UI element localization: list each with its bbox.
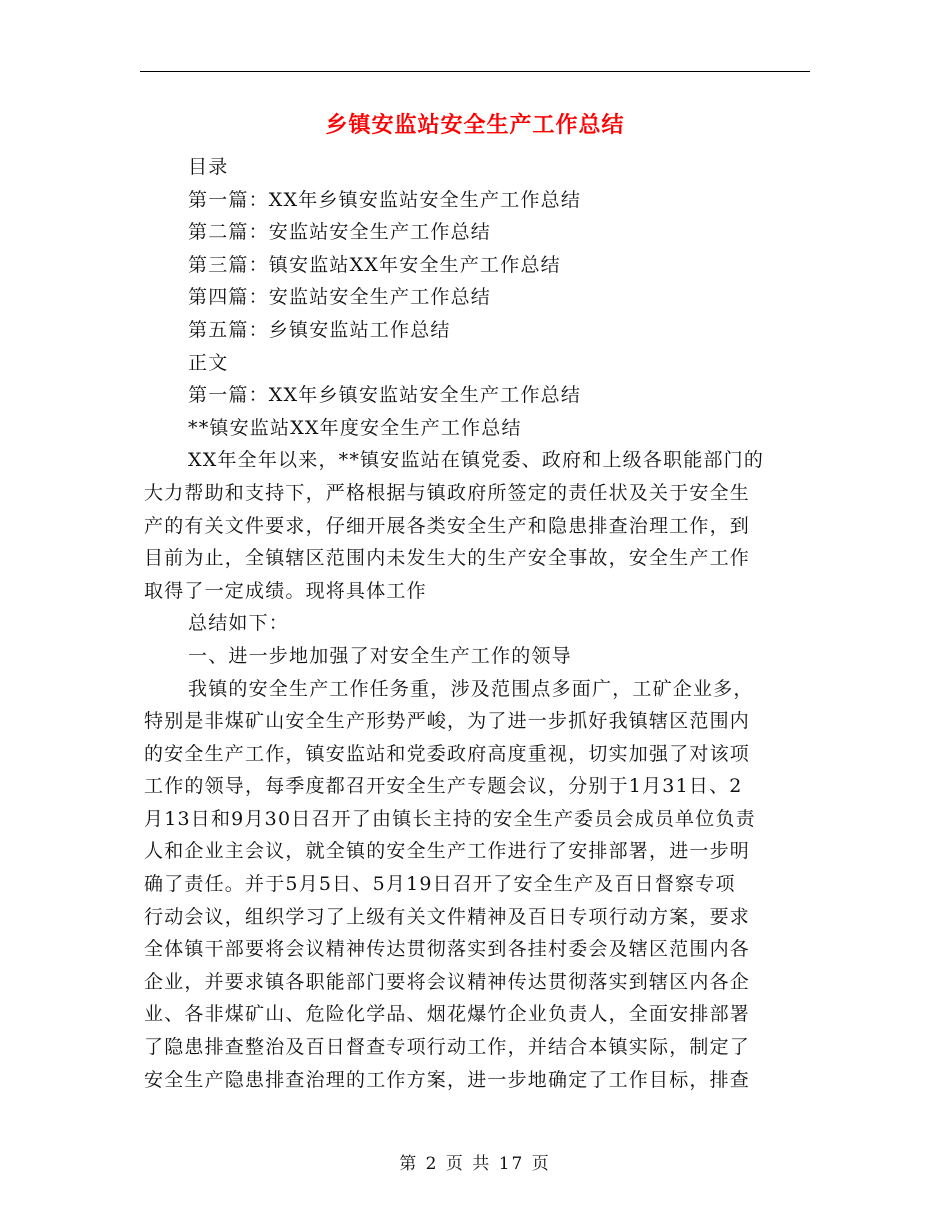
document-body xyxy=(144,151,809,1096)
toc-heading: 目录 xyxy=(188,156,229,178)
paragraph-line: 取得了一定成绩。现将具体工作 xyxy=(144,579,427,602)
footer-middle: 页 共 xyxy=(445,1154,492,1174)
chapter-title: 第一篇：XX年乡镇安监站安全生产工作总结 xyxy=(188,384,582,407)
paragraph-line: 了隐患排查整治及百日督查专项行动工作，并结合本镇实际，制定了 xyxy=(144,1036,751,1059)
footer-current-page: 2 xyxy=(425,1154,439,1174)
paragraph-line: 行动会议，组织学习了上级有关文件精神及百日专项行动方案，要求 xyxy=(144,905,751,928)
toc-item: 第三篇：镇安监站XX年安全生产工作总结 xyxy=(188,253,561,276)
toc-item: 第二篇：安监站安全生产工作总结 xyxy=(188,221,492,244)
paragraph-line: 的安全生产工作，镇安监站和党委政府高度重视，切实加强了对该项 xyxy=(144,742,751,765)
paragraph-line: 安全生产隐患排查治理的工作方案，进一步地确定了工作目标，排查 xyxy=(144,1068,751,1091)
paragraph-line: 月13日和9月30日召开了由镇长主持的安全生产委员会成员单位负责 xyxy=(144,807,756,830)
paragraph-line: 总结如下： xyxy=(188,612,290,635)
paragraph-line: 确了责任。并于5月5日、5月19日召开了安全生产及百日督察专项 xyxy=(144,873,736,896)
paragraph-line: 特别是非煤矿山安全生产形势严峻，为了进一步抓好我镇辖区范围内 xyxy=(144,710,751,733)
subtitle: **镇安监站XX年度安全生产工作总结 xyxy=(188,416,522,439)
header-rule xyxy=(140,71,810,72)
paragraph-line: 大力帮助和支持下，严格根据与镇政府所签定的责任状及关于安全生 xyxy=(144,481,751,504)
paragraph-line: 业、各非煤矿山、危险化学品、烟花爆竹企业负责人，全面安排部署 xyxy=(144,1003,751,1026)
footer-total-pages: 17 xyxy=(498,1154,525,1174)
paragraph-line: 我镇的安全生产工作任务重，涉及范围点多面广，工矿企业多， xyxy=(188,677,754,700)
toc-item: 第五篇：乡镇安监站工作总结 xyxy=(188,318,451,341)
toc-item: 第四篇：安监站安全生产工作总结 xyxy=(188,286,492,309)
document-title: 乡镇安监站安全生产工作总结 xyxy=(325,113,625,138)
section-heading: 一、进一步地加强了对安全生产工作的领导 xyxy=(188,644,572,667)
paragraph-line: 产的有关文件要求，仔细开展各类安全生产和隐患排查治理工作，到 xyxy=(144,514,751,537)
paragraph-line: 全体镇干部要将会议精神传达贯彻落实到各挂村委会及辖区范围内各 xyxy=(144,938,751,961)
paragraph-line: 目前为止，全镇辖区范围内未发生大的生产安全事故，安全生产工作 xyxy=(144,547,751,570)
paragraph-line: 企业，并要求镇各职能部门要将会议精神传达贯彻落实到辖区内各企 xyxy=(144,970,751,993)
paragraph-line: XX年全年以来，**镇安监站在镇党委、政府和上级各职能部门的 xyxy=(188,449,765,472)
footer-prefix: 第 xyxy=(399,1154,419,1174)
body-heading: 正文 xyxy=(188,351,229,374)
footer-suffix: 页 xyxy=(531,1154,551,1174)
toc-item: 第一篇：XX年乡镇安监站安全生产工作总结 xyxy=(188,188,582,211)
page-footer xyxy=(0,1152,950,1176)
paragraph-line: 工作的领导，每季度都召开安全生产专题会议，分别于1月31日、2 xyxy=(144,775,743,798)
paragraph-line: 人和企业主会议，就全镇的安全生产工作进行了安排部署，进一步明 xyxy=(144,840,751,863)
